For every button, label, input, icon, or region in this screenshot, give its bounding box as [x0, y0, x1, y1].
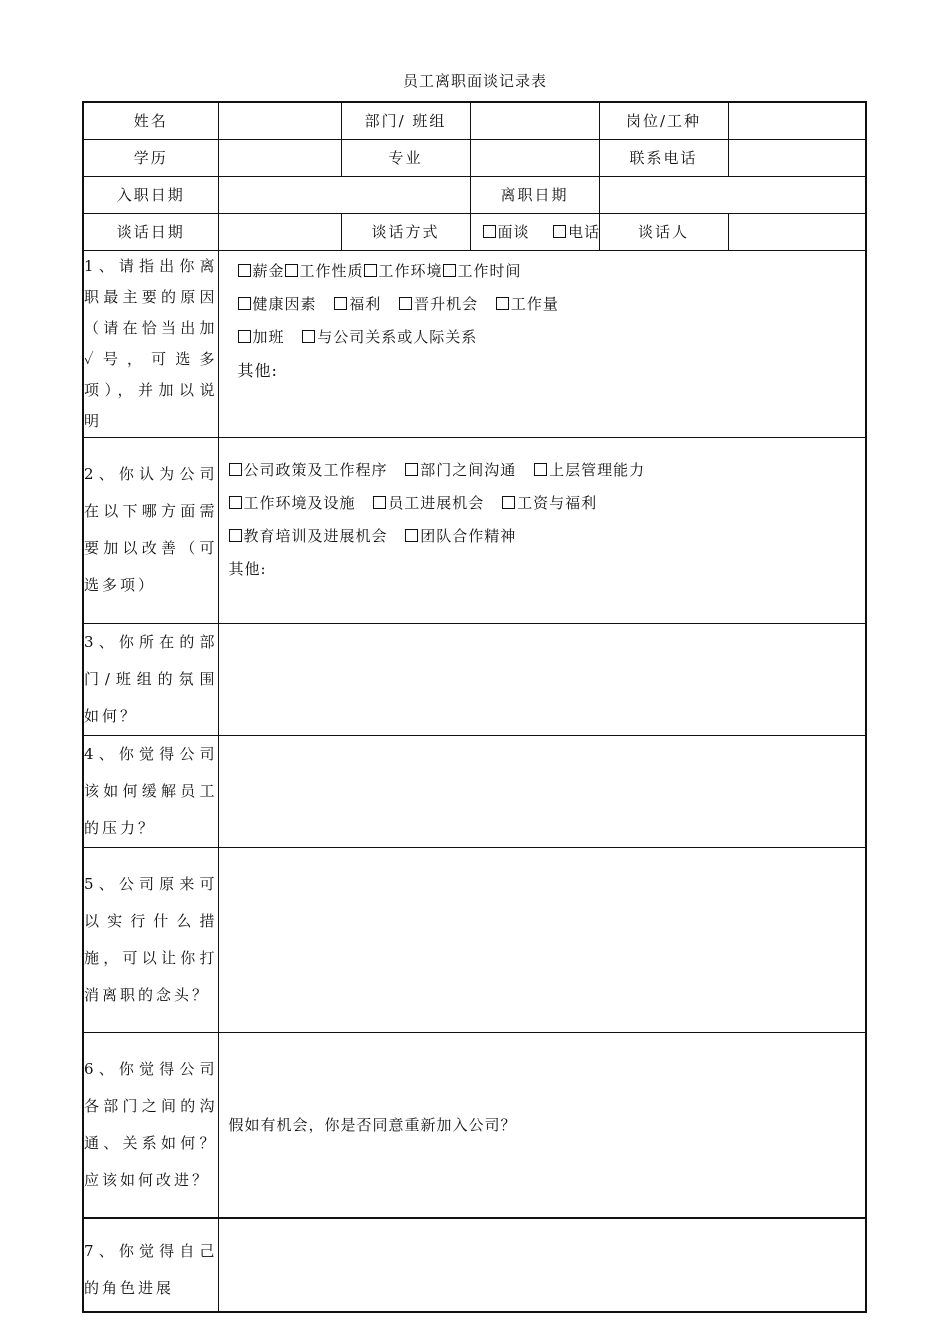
q2-opt: 公司政策及工作程序 — [243, 460, 388, 479]
q1-opt: 工作性质 — [299, 261, 364, 280]
question-3: 3、你所在的部门/班组的氛围如何？ — [83, 623, 218, 735]
checkbox-icon[interactable] — [405, 529, 418, 542]
q2-opt: 教育培训及进展机会 — [243, 526, 388, 545]
q1-opt: 工作时间 — [457, 261, 522, 280]
major-field[interactable] — [470, 139, 599, 176]
leave-date-label: 离职日期 — [470, 176, 599, 213]
phone-field[interactable] — [728, 139, 866, 176]
dept-label: 部门/ 班组 — [341, 102, 470, 139]
q1-opt: 薪金 — [252, 261, 285, 280]
q2-opt: 工作环境及设施 — [243, 493, 356, 512]
checkbox-icon[interactable] — [334, 297, 347, 310]
q1-opt: 健康因素 — [252, 294, 317, 313]
question-7-answer[interactable] — [218, 1218, 866, 1312]
q1-opt: 加班 — [252, 327, 285, 346]
checkbox-icon[interactable] — [443, 264, 456, 277]
checkbox-face[interactable] — [483, 225, 496, 238]
question-6-answer[interactable] — [218, 1032, 866, 1218]
talk-date-field[interactable] — [218, 213, 341, 250]
name-field[interactable] — [218, 102, 341, 139]
name-label: 姓名 — [83, 102, 218, 139]
q2-opt: 员工进展机会 — [388, 493, 485, 512]
checkbox-icon[interactable] — [238, 330, 251, 343]
education-field[interactable] — [218, 139, 341, 176]
checkbox-icon[interactable] — [229, 463, 242, 476]
position-label: 岗位/工种 — [599, 102, 728, 139]
checkbox-icon[interactable] — [229, 496, 242, 509]
question-1-answer[interactable] — [218, 250, 866, 437]
talk-opt-face: 面谈 — [497, 223, 530, 241]
checkbox-icon[interactable] — [405, 463, 418, 476]
q2-other: 其他: — [228, 559, 267, 578]
q1-other: 其他: — [237, 360, 278, 380]
question-2: 2、你认为公司在以下哪方面需要加以改善（可选多项） — [83, 437, 218, 623]
major-label: 专业 — [341, 139, 470, 176]
checkbox-icon[interactable] — [285, 264, 298, 277]
question-4: 4、你觉得公司该如何缓解员工的压力？ — [83, 735, 218, 847]
checkbox-icon[interactable] — [373, 496, 386, 509]
talk-method-options — [470, 213, 599, 250]
checkbox-icon[interactable] — [502, 496, 515, 509]
talk-method-label: 谈话方式 — [341, 213, 470, 250]
checkbox-icon[interactable] — [238, 297, 251, 310]
q1-opt: 与公司关系或人际关系 — [317, 327, 478, 346]
question-4-answer[interactable] — [218, 735, 866, 847]
checkbox-icon[interactable] — [302, 330, 315, 343]
join-date-label: 入职日期 — [83, 176, 218, 213]
q2-opt: 工资与福利 — [517, 493, 598, 512]
question-5: 5、公司原来可以实行什么措施，可以让你打消离职的念头？ — [83, 847, 218, 1032]
rejoin-question: 假如有机会，你是否同意重新加入公司？ — [228, 1116, 517, 1135]
checkbox-icon[interactable] — [534, 463, 547, 476]
checkbox-icon[interactable] — [496, 297, 509, 310]
dept-field[interactable] — [470, 102, 599, 139]
checkbox-icon[interactable] — [229, 529, 242, 542]
join-date-field[interactable] — [218, 176, 470, 213]
education-label: 学历 — [83, 139, 218, 176]
checkbox-icon[interactable] — [238, 264, 251, 277]
leave-date-field[interactable] — [599, 176, 866, 213]
question-7: 7、你觉得自己的角色进展 — [83, 1218, 218, 1312]
talk-opt-phone: 电话 — [568, 223, 601, 241]
checkbox-phone[interactable] — [553, 225, 566, 238]
page-title: 员工离职面谈记录表 — [402, 72, 547, 90]
talker-field[interactable] — [728, 213, 866, 250]
talker-label: 谈话人 — [599, 213, 728, 250]
talk-date-label: 谈话日期 — [83, 213, 218, 250]
q2-opt: 部门之间沟通 — [420, 460, 517, 479]
position-field[interactable] — [728, 102, 866, 139]
q1-opt: 工作量 — [510, 294, 559, 313]
q1-opt: 工作环境 — [378, 261, 443, 280]
question-2-answer[interactable] — [218, 437, 866, 623]
checkbox-icon[interactable] — [364, 264, 377, 277]
checkbox-icon[interactable] — [399, 297, 412, 310]
question-6: 6、你觉得公司各部门之间的沟通、关系如何？应该如何改进？ — [83, 1032, 218, 1218]
exit-interview-form — [82, 101, 867, 1313]
q1-opt: 福利 — [349, 294, 382, 313]
q2-opt: 上层管理能力 — [549, 460, 646, 479]
phone-label: 联系电话 — [599, 139, 728, 176]
q2-opt: 团队合作精神 — [420, 526, 517, 545]
question-5-answer[interactable] — [218, 847, 866, 1032]
q1-opt: 晋升机会 — [414, 294, 479, 313]
question-1: 1、请指出你离职最主要的原因（请在恰当出加✓号，可选多项），并加以说明 — [83, 250, 218, 437]
question-3-answer[interactable] — [218, 623, 866, 735]
